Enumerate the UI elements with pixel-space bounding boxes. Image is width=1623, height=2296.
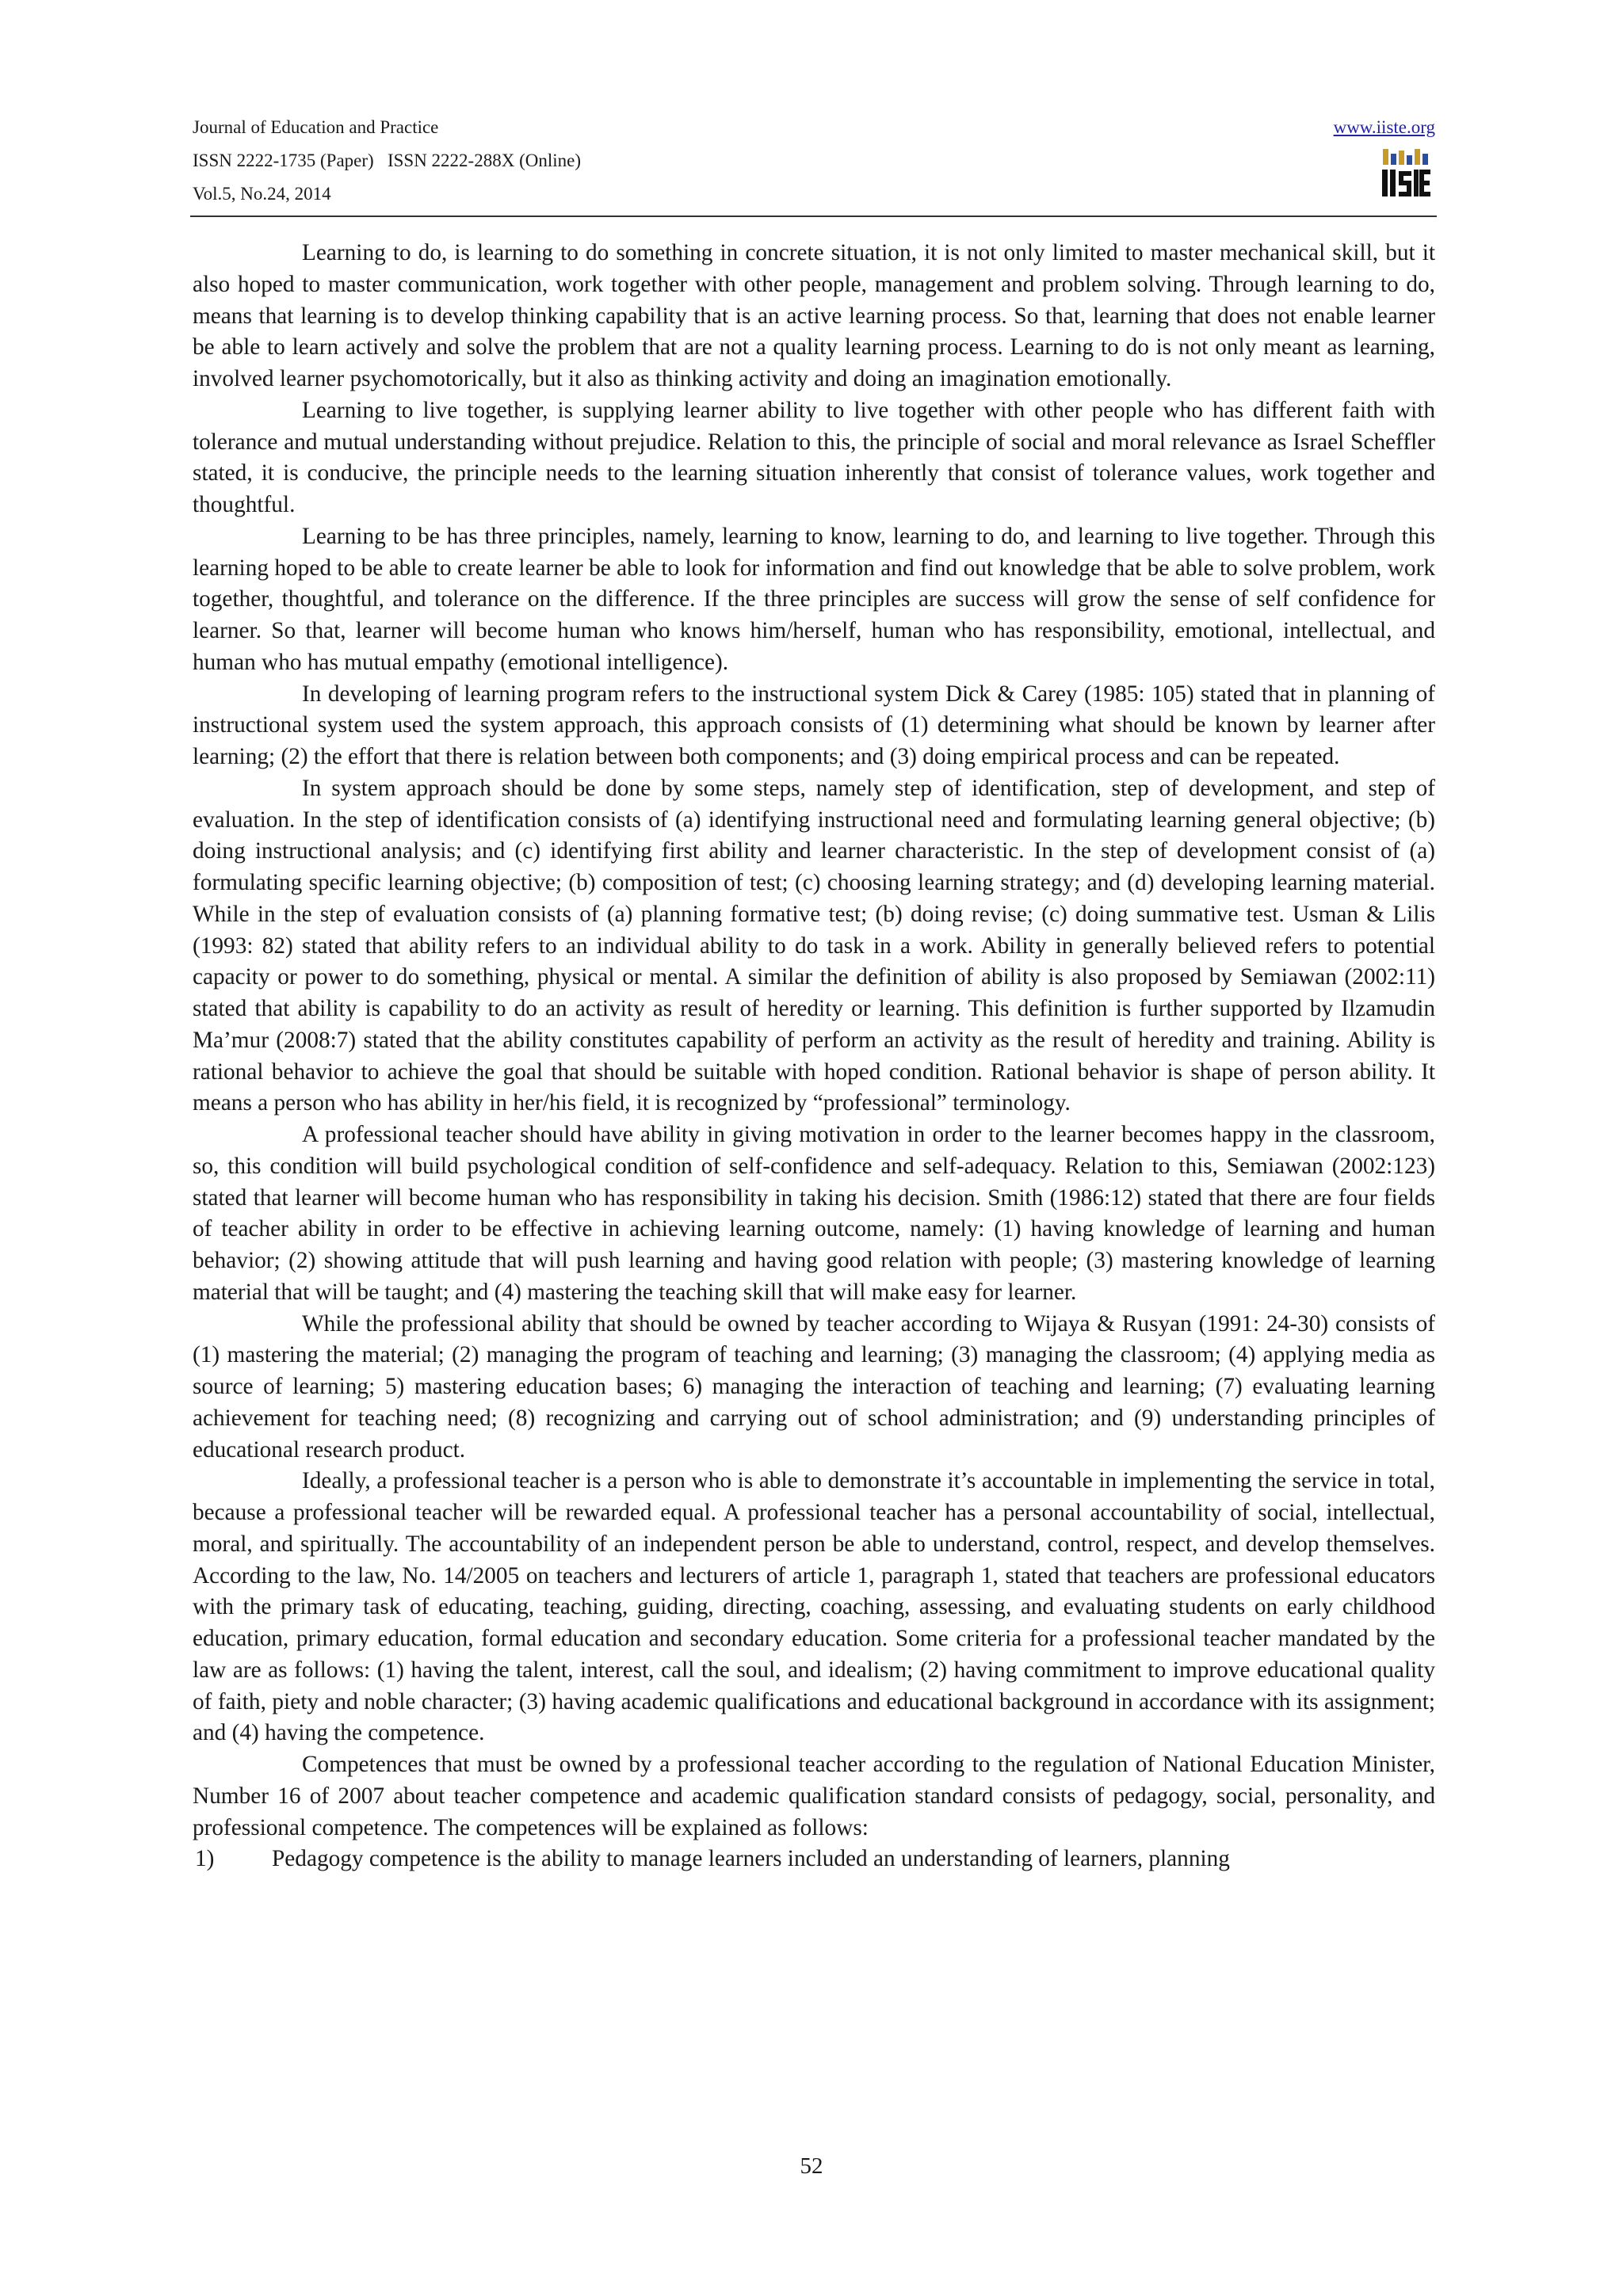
- list-item-number: 1): [195, 1846, 215, 1872]
- paragraph: Competences that must be owned by a professional teacher according to the regulation of National Education Minister, Number 16 of 2007 about teacher competence and academic qualification standard consists of pedagogy, social, personality, and professional competence. The competences will be explained as follows:: [193, 1752, 1435, 1840]
- paragraph: In developing of learning program refers to the instructional system Dick & Carey (1985: 105) stated that in planning of instructional system used the system approach, this approach consists of (1) determining what should be known by learner after learning; (2) the effort that there is relation between both components; and (3) doing empirical process and can be repeated.: [193, 681, 1435, 769]
- issn-line: ISSN 2222-1735 (Paper) ISSN 2222-288X (Online): [193, 151, 581, 170]
- header-divider: [190, 215, 1437, 217]
- volume-line: Vol.5, No.24, 2014: [193, 184, 331, 204]
- paragraph: Learning to do, is learning to do something in concrete situation, it is not only limited to master mechanical skill, but it also hoped to master communication, work together with other people, management and problem solving. Through learning to do, means that learning is to develop thinking capability that is an active learning process. So that, learning that does not enable learner be able to learn actively and solve the problem that are not a quality learning process. Learning to do is not only meant as learning, involved learner psychomotorically, but it also as thinking activity and doing an imagination emotionally.: [193, 240, 1435, 391]
- paragraph: Ideally, a professional teacher is a person who is able to demonstrate it’s accountable in implementing the service in total, because a professional teacher will be rewarded equal. A professional teacher has a personal accountability of social, intellectual, moral, and spiritually. The accountability of an independent person be able to understand, control, respect, and develop themselves. According to the law, No. 14/2005 on teachers and lecturers of article 1, paragraph 1, stated that teachers are professional educators with the primary task of educating, teaching, guiding, directing, coaching, assessing, and evaluating students on early childhood education, primary education, formal education and secondary education. Some criteria for a professional teacher mandated by the law are as follows: (1) having the talent, interest, call the soul, and idealism; (2) having commitment to improve educational quality of faith, piety and noble character; (3) having academic qualifications and educational background in accordance with its assignment; and (4) having the competence.: [193, 1468, 1435, 1746]
- paragraph: A professional teacher should have ability in giving motivation in order to the learner becomes happy in the classroom, so, this condition will build psychological condition of self-confidence and self-adequacy. Relation to this, Semiawan (2002:123) stated that learner will become human who has responsibility in taking his decision. Smith (1986:12) stated that there are four fields of teacher ability in order to be effective in achieving learning outcome, namely: (1) having knowledge of learning and human behavior; (2) showing attitude that will push learning and having good relation with people; (3) mastering knowledge of learning material that will be taught; and (4) mastering the teaching skill that will make easy for learner.: [193, 1122, 1435, 1305]
- journal-info: [193, 111, 581, 211]
- journal-url-link[interactable]: www.iiste.org: [1333, 117, 1435, 137]
- paragraph: Learning to live together, is supplying learner ability to live together with other people who has different faith with tolerance and mutual understanding without prejudice. Relation to this, the principle of social and moral relevance as Israel Scheffler stated, it is conducive, the principle needs to the learning situation inherently that consist of tolerance values, work together and thoughtful.: [193, 397, 1435, 517]
- list-item-text: Pedagogy competence is the ability to manage learners included an understanding of learners, planning: [272, 1846, 1230, 1872]
- article-body: [193, 238, 1435, 1875]
- journal-name: Journal of Education and Practice: [193, 117, 439, 137]
- paragraph: Learning to be has three principles, namely, learning to know, learning to do, and learning to live together. Through this learning hoped to be able to create learner be able to look for information and find out knowledge that be able to solve problem, work together, thoughtful, and tolerance on the difference. If the three principles are success will grow the sense of self confidence for learner. So that, learner will become human who knows him/herself, human who has responsibility, emotional, intellectual, and human who has mutual empathy (emotional intelligence).: [193, 523, 1435, 675]
- page-header: [193, 111, 1435, 209]
- paragraph: While the professional ability that should be owned by teacher according to Wijaya & Rusyan (1991: 24-30) consists of (1) mastering the material; (2) managing the program of teaching and learning; (3) managing the classroom; (4) applying media as source of learning; 5) mastering education bases; 6) managing the interaction of teaching and learning; (7) evaluating learning achievement for teaching need; (8) recognizing and carrying out of school administration; and (9) understanding principles of educational research product.: [193, 1310, 1435, 1463]
- page-number: 52: [800, 2153, 823, 2179]
- paragraph: In system approach should be done by some steps, namely step of identification, step of development, and step of evaluation. In the step of identification consists of (a) identifying instructional need and formulating learning general objective; (b) doing instructional analysis; and (c) identifying first ability and learner characteristic. In the step of development consist of (a) formulating specific learning objective; (b) composition of test; (c) choosing learning strategy; and (d) developing learning material. While in the step of evaluation consists of (a) planning formative test; (b) doing revise; (c) doing summative test. Usman & Lilis (1993: 82) stated that ability refers to an individual ability to do task in a work. Ability in generally believed refers to potential capacity or power to do something, physical or mental. A similar the definition of ability is also proposed by Semiawan (2002:11) stated that ability is capability to do an activity as result of heredity or learning. This definition is further supported by Ilzamudin Ma’mur (2008:7) stated that the ability constitutes capability of perform an activity as the result of heredity and training. Ability is rational behavior to achieve the goal that should be suitable with hoped condition. Rational behavior is shape of person ability. It means a person who has ability in her/his field, it is recognized by “professional” terminology.: [193, 775, 1435, 1116]
- list-item: [193, 1844, 1435, 1875]
- iiste-logo-icon: [1380, 147, 1432, 200]
